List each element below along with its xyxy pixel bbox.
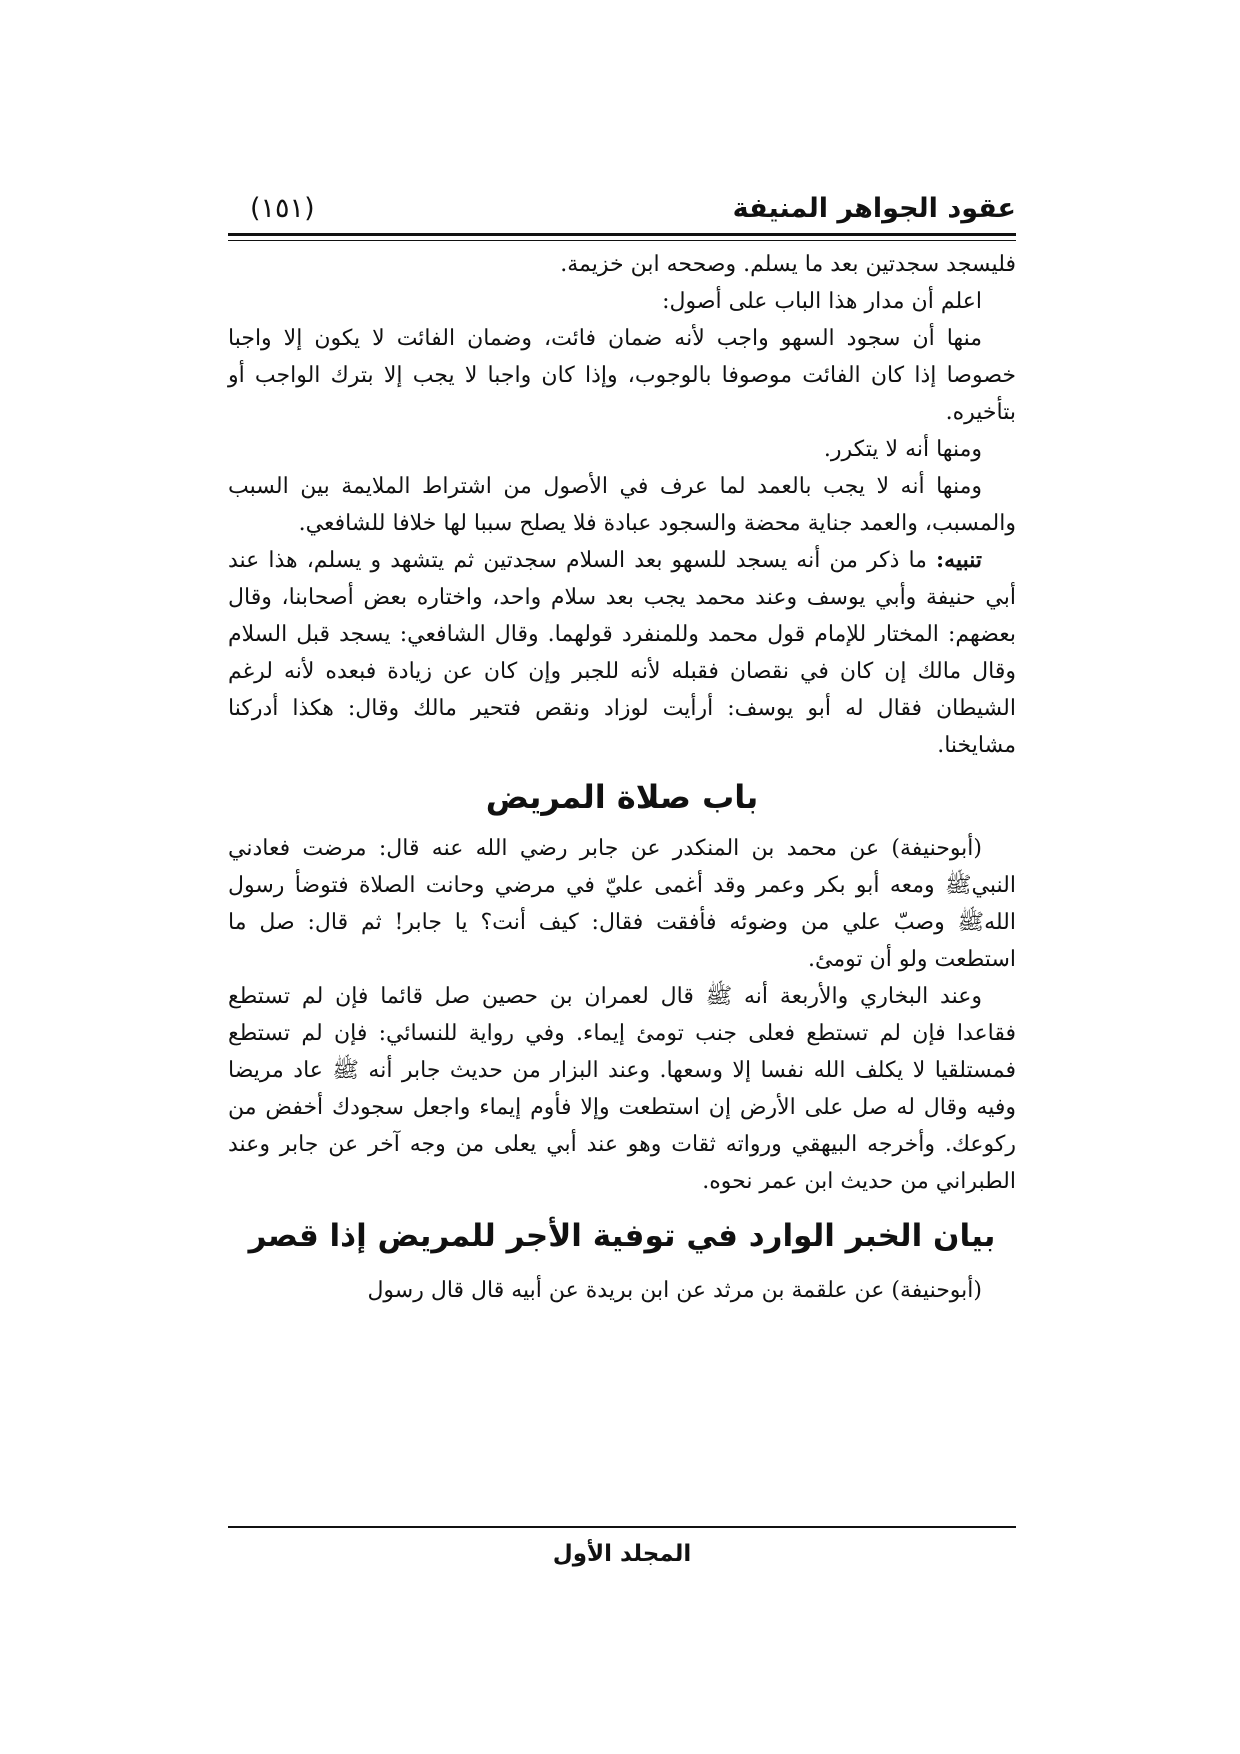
note-label: تنبيه: [936,547,982,573]
section-heading-patient-prayer: باب صلاة المريض [485,778,759,816]
paragraph-5: ومنها أنه لا يجب بالعمد لما عرف في الأصول من اشتراط الملايمة بين السبب والمسبب، والعمد جناية محضة والسجود عبادة فلا يصلح سببا لها خلافا للشافعي. [228,474,1016,536]
main-text [228,246,1016,1309]
paragraph-3: منها أن سجود السهو واجب لأنه ضمان فائت، وضمان الفائت لا يكون إلا واجبا خصوصا إذا كان الفائت موصوفا بالوجوب، وإذا كان واجبا لا يجب إلا بترك الواجب أو بتأخيره. [228,326,1016,425]
paragraph-9: (أبوحنيفة) عن علقمة بن مرثد عن ابن بريدة عن أبيه قال قال رسول [367,1278,982,1303]
paragraph-7: (أبوحنيفة) عن محمد بن المنكدر عن جابر رضي الله عنه قال: مرضت فعادني النبيﷺ ومعه أبو بكر وعمر وقد أغمى عليّ في مرضي وحانت الصلاة فتوضأ رسول اللهﷺ وصبّ علي من وضوئه فأفقت فقال: كيف أنت؟ يا جابر! ثم قال: صل ما استطعت ولو أن تومئ. [228,836,1016,972]
paragraph-6 [228,542,1016,764]
paragraph-8: وعند البخاري والأربعة أنه ﷺ قال لعمران بن حصين صل قائما فإن لم تستطع فقاعدا فإن لم تستطع فعلى جنب تومئ إيماء. وفي رواية للنسائي: فإن لم تستطع فمستلقيا لا يكلف الله نفسا إلا وسعها. وعند البزار من حديث جابر أنه ﷺ عاد مريضا وفيه وقال له صل على الأرض إن استطعت وإلا فأوم إيماء واجعل سجودك أخفض من ركوعك. وأخرجه البيهقي ورواته ثقات وهو عند أبي يعلى من وجه آخر عن جابر وعند الطبراني من حديث ابن عمر نحوه. [228,984,1016,1194]
paragraph-1: فليسجد سجدتين بعد ما يسلم. وصححه ابن خزيمة. [560,252,1016,277]
note-text: ما ذكر من أنه يسجد للسهو بعد السلام سجدتين ثم يتشهد و يسلم، هذا عند أبي حنيفة وأبي يوسف وعند محمد يجب بعد سلام واحد، واختاره بعض أصحابنا، وقال بعضهم: المختار للإمام قول محمد وللمنفرد قولهما. وقال الشافعي: يسجد قبل السلام وقال مالك إن كان في نقصان فقبله لأنه للجبر وإن كان عن زيادة فبعده لأنه لرغم الشيطان فقال له أبو يوسف: أرأيت لوزاد ونقص فتحير مالك وقال: هكذا أدركنا مشايخنا. [228,548,1017,758]
paragraph-4: ومنها أنه لا يتكرر. [823,437,982,462]
header-rule-thick [228,233,1016,236]
volume-label: المجلد الأول [552,1541,692,1567]
section-heading-patient-reward: بيان الخبر الوارد في توفية الأجر للمريض إذا قصر [248,1218,996,1254]
paragraph-2: اعلم أن مدار هذا الباب على أصول: [662,289,982,314]
running-header [228,186,1016,236]
book-title: عقود الجواهر المنيفة [732,193,1016,224]
footer-rule [228,1526,1016,1528]
header-rule-thin [228,240,1016,241]
page-number: (١٥١) [250,193,315,224]
